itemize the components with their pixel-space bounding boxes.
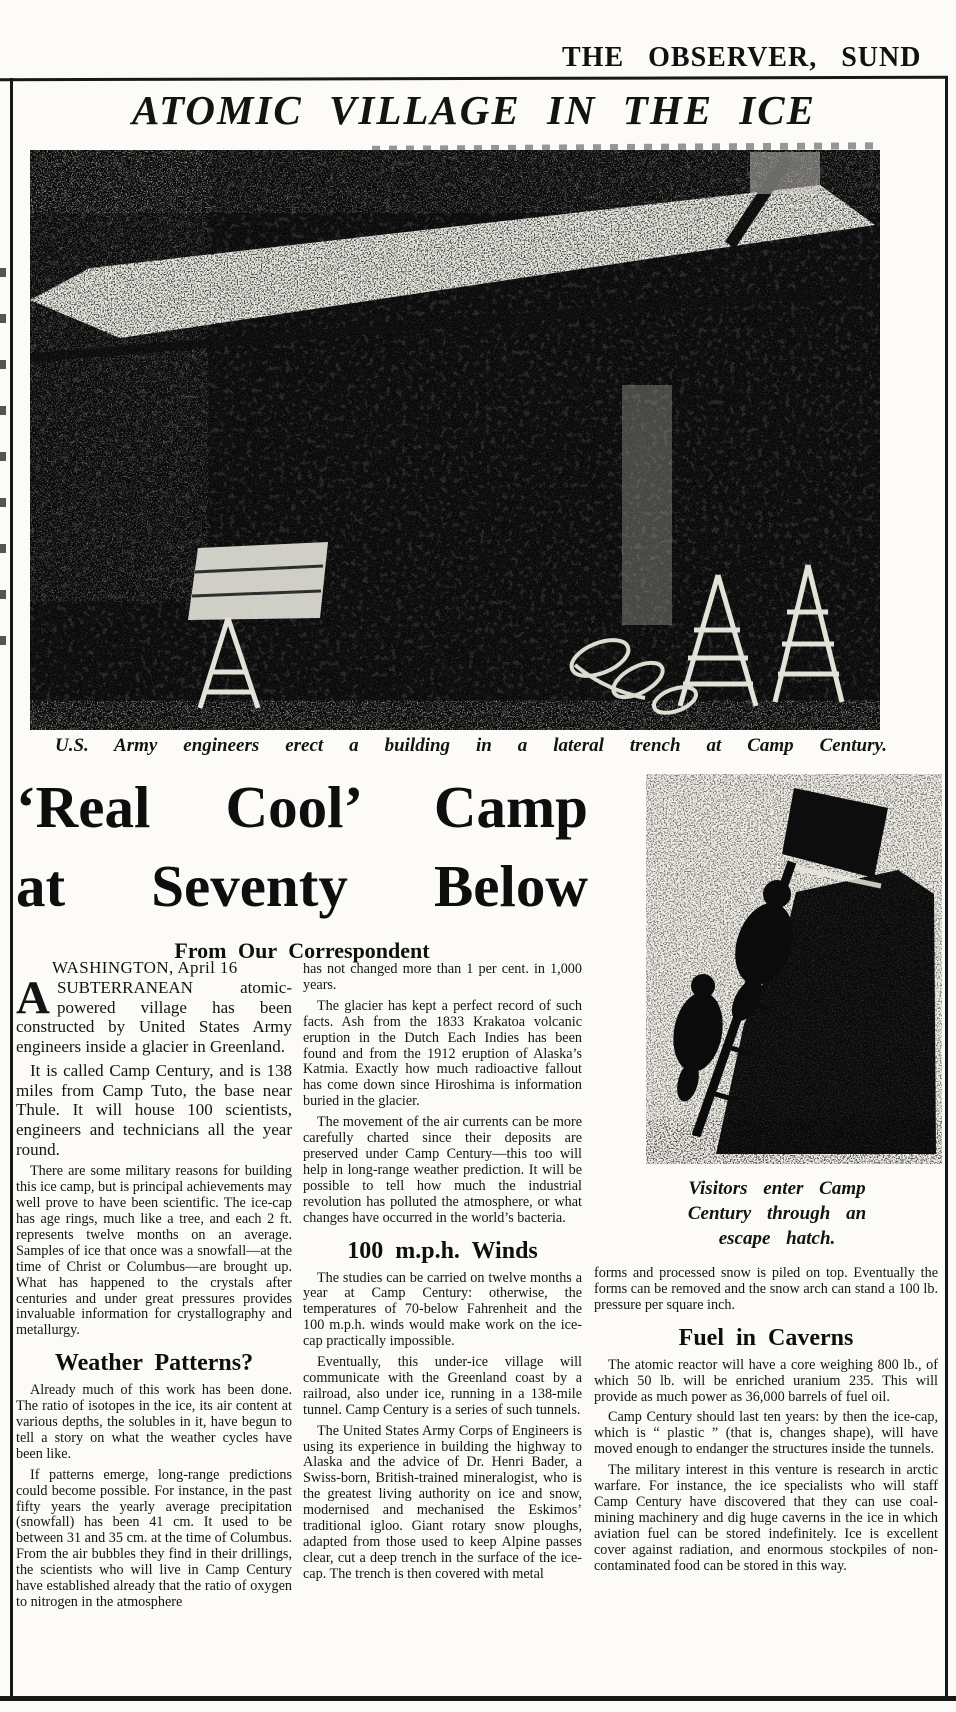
hatch-caption-line-2: Century through an [687, 1203, 867, 1224]
headline-line-1: ‘Real Cool’ Camp [16, 774, 588, 840]
column-right [594, 1266, 938, 1580]
lead-paragraph-text: SUBTERRANEAN atomic-powered village has been constructed by United States Army engineers inside a glacier in Greenland. [16, 977, 292, 1056]
paragraph: It is called Camp Century, and is 138 miles from Camp Tuto, the base near Thule. It will house 100 scientists, engineers and technicians all the year round. [16, 1061, 292, 1159]
paragraph: The glacier has kept a perfect record of such facts. Ash from the 1833 Krakatoa volcanic eruption in the Dutch Each Indies has been found and from the 1912 eruption of Alaska’s Katmia. Exactly how much radioactive fallout has come down since Hiroshima is information buried in the glacier. [303, 997, 582, 1110]
paragraph: The atomic reactor will have a core weighing 800 lb., of which 50 lb. will be enriched uranium 235. This will provide as much power as 36,000 barrels of fuel oil. [594, 1356, 938, 1405]
drop-cap: A [16, 971, 50, 1024]
paragraph: has not changed more than 1 per cent. in 1,000 years. [303, 961, 582, 993]
main-photo-caption: U.S. Army engineers erect a building in a lateral trench at Camp Century. [55, 735, 887, 756]
masthead [562, 42, 956, 74]
kicker-title: ATOMIC VILLAGE IN THE ICE [132, 87, 816, 133]
dateline: WASHINGTON, April 16 [52, 958, 238, 977]
column-middle [303, 962, 582, 1588]
hatch-caption-line-3: escape hatch. [718, 1228, 836, 1249]
paragraph: Eventually, this under-ice village will communicate with the Greenland coast by a railroad, also under ice, running in a 138-mile tunnel. Camp Century is a series of such tunnels. [303, 1354, 582, 1418]
paragraph: If patterns emerge, long-range predictions could become possible. For instance, in the past fifty years the yearly average precipitation (snowfall) has been 41 cm. It used to be between 31 and 35 cm. at the time of Columbus. From the air bubbles they find in their drillings, the scientists who will live in Camp Century have established already that the ratio of oxygen to nitrogen in the atmosphere [16, 1466, 292, 1610]
main-photo-trench [30, 150, 880, 730]
byline: From Our Correspondent [174, 938, 430, 963]
paragraph: Camp Century should last ten years: by then the ice-cap, which is “ plastic ” (that is, changes shape), will have moved enough to endanger the structures inside the tunnels. [594, 1409, 938, 1458]
paragraph: The military interest in this venture is research in arctic warfare. For instance, the ice specialists who will staff Camp Century have discovered that they can use coal-mining machinery and dig huge caverns in the ice in which aviation fuel can be stored indefinitely. Ice is excellent cover against radiation, and enormous stockpiles of non-contaminated food can be stored in this way. [594, 1462, 938, 1574]
hatch-photo-caption [612, 1176, 942, 1251]
left-rule [10, 78, 13, 1700]
subhead-fuel-in-caverns: Fuel in Caverns [678, 1324, 854, 1351]
right-rule [945, 78, 948, 1700]
bottom-rule [0, 1696, 956, 1701]
lead-paragraph [16, 971, 292, 1056]
headline [16, 768, 588, 926]
masthead-clipped-letter: D [900, 42, 922, 73]
paragraph: The United States Army Corps of Engineers is using its experience in building the highway to Alaska and the advice of Dr. Henri Bader, a Swiss-born, British-trained mineralogist, who is the greatest living authority on ice and snow, modernised and mechanised the Eskimos’ traditional igloo. Giant rotary snow ploughs, adapted from those used to keep Alpine passes clear, cut a deep trench in the surface of the ice-cap. The trench is then covered with metal [303, 1422, 582, 1582]
paragraph: There are some military reasons for building this ice camp, but is principal achievements may well prove to have been scientific. The ice-cap has age rings, much like a tree, and each 2 ft. represents twelve months on an average. Samples of ice that once was a snowfall—at the time of Christ or Columbus—are brought up. What has happened to the crystals after centuries and under great pressures provides invaluable information for crystallography and metallurgy. [16, 1163, 292, 1339]
top-rule [0, 76, 948, 81]
headline-line-2: at Seventy Below [16, 853, 588, 919]
paragraph: Already much of this work has been done. The ratio of isotopes in the ice, its air content at various depths, the solubles in it, have begun to tell a story on what the weather cycles have been like. [16, 1382, 292, 1462]
hatch-caption-line-1: Visitors enter Camp [688, 1178, 866, 1199]
masthead-title: THE OBSERVER, SUN [562, 42, 901, 73]
hatch-photo [646, 774, 942, 1164]
column-left [16, 960, 292, 1616]
paragraph: The movement of the air currents can be more carefully charted since their deposits are preserved under Camp Century—this too will help in long-range weather prediction. It will be possible to tell how much the industrial revolution has polluted the atmosphere, or what changes have occurred in the world’s bacteria. [303, 1114, 582, 1226]
paragraph: The studies can be carried on twelve months a year at Camp Century: otherwise, the temperatures of 70-below Fahrenheit and the 100 m.p.h. winds would make work on the ice-cap practically impossible. [303, 1269, 582, 1350]
paragraph: forms and processed snow is piled on top. Eventually the forms can be removed and the snow arch can stand a 100 lb. pressure per square inch. [594, 1265, 938, 1313]
subhead-100mph-winds: 100 m.p.h. Winds [347, 1237, 538, 1264]
subhead-weather-patterns: Weather Patterns? [54, 1350, 254, 1377]
scan-artifact-marks [0, 268, 6, 668]
